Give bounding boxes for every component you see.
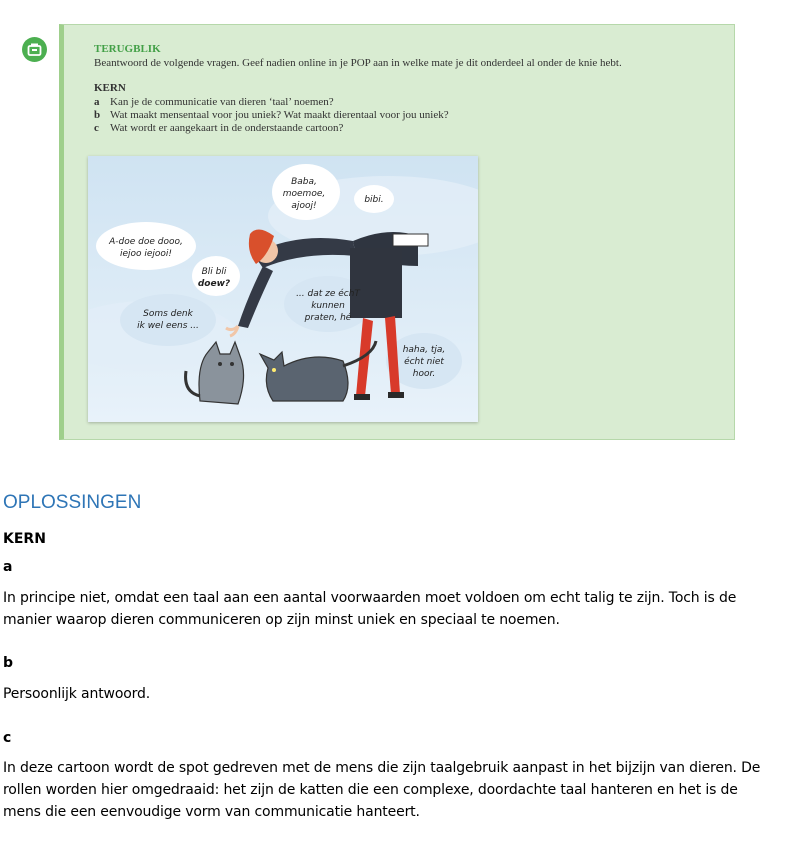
bubble-7-line-3: hoor. bbox=[412, 369, 436, 379]
task-section-label: KERN bbox=[94, 82, 126, 94]
bubble-1-line-3: ajooj! bbox=[291, 201, 317, 211]
bubble-3-line-1: A-doe doe dooo, bbox=[109, 237, 183, 247]
bubble-4-line-2: doew? bbox=[197, 279, 231, 289]
answer-c-label: c bbox=[3, 730, 12, 746]
task-title: TERUGBLIK bbox=[94, 43, 161, 55]
answer-b-label: b bbox=[3, 655, 14, 671]
answer-a-text: In principe niet, omdat een taal aan een aantal voorwaarden moet voldoen om echt talig te zijn. Toch is de manier waarop dieren communiceren op zijn minst uniek en speciaal te noemen. bbox=[3, 590, 737, 628]
bubble-6-line-1: ... dat ze échT bbox=[296, 289, 360, 299]
bubble-7-line-1: haha, tja, bbox=[402, 345, 446, 355]
answer-b-text: Persoonlijk antwoord. bbox=[3, 686, 151, 702]
question-b: b Wat maakt mensentaal voor jou uniek? Wat maakt dierentaal voor jou uniek? bbox=[94, 109, 449, 121]
bubble-7-line-2: écht niet bbox=[404, 357, 444, 367]
solutions-section-label: KERN bbox=[3, 531, 46, 547]
task-intro: Beantwoord de volgende vragen. Geef nadien online in je POP aan in welke mate je dit onderdeel al onder de knie hebt. bbox=[94, 57, 622, 69]
answer-c-text: In deze cartoon wordt de spot gedreven met de mens die zijn taalgebruik aanpast in het bijzijn van dieren. De rollen worden hier omgedraaid: het zijn de katten die een complexe, doordachte taal hanteren en het is de mens die een eenvoudige vorm van communicatie hanteert. bbox=[3, 760, 761, 820]
bubble-5-line-2: ik wel eens ... bbox=[137, 321, 199, 331]
question-c: c Wat wordt er aangekaart in de onderstaande cartoon? bbox=[94, 122, 344, 134]
bubble-6-line-3: praten, hé bbox=[304, 313, 352, 323]
cartoon-illustration bbox=[88, 156, 478, 422]
bubble-1-line-1: Baba, bbox=[291, 177, 317, 187]
review-icon bbox=[22, 37, 47, 62]
bubble-6-line-2: kunnen bbox=[311, 301, 345, 311]
bubble-1-line-2: moemoe, bbox=[282, 189, 326, 199]
solutions-heading: OPLOSSINGEN bbox=[3, 492, 142, 513]
question-a: a Kan je de communicatie van dieren ‘taal’ noemen? bbox=[94, 96, 334, 108]
bubble-2-line-1: bibi. bbox=[364, 195, 384, 205]
bubble-3-line-2: iejoo iejooi! bbox=[119, 249, 173, 259]
answer-a-label: a bbox=[3, 559, 13, 575]
bubble-5-line-1: Soms denk bbox=[143, 309, 193, 319]
svg-text:bibi. bbox=[364, 195, 383, 205]
bubble-4-line-1: Bli bli bbox=[201, 267, 227, 277]
